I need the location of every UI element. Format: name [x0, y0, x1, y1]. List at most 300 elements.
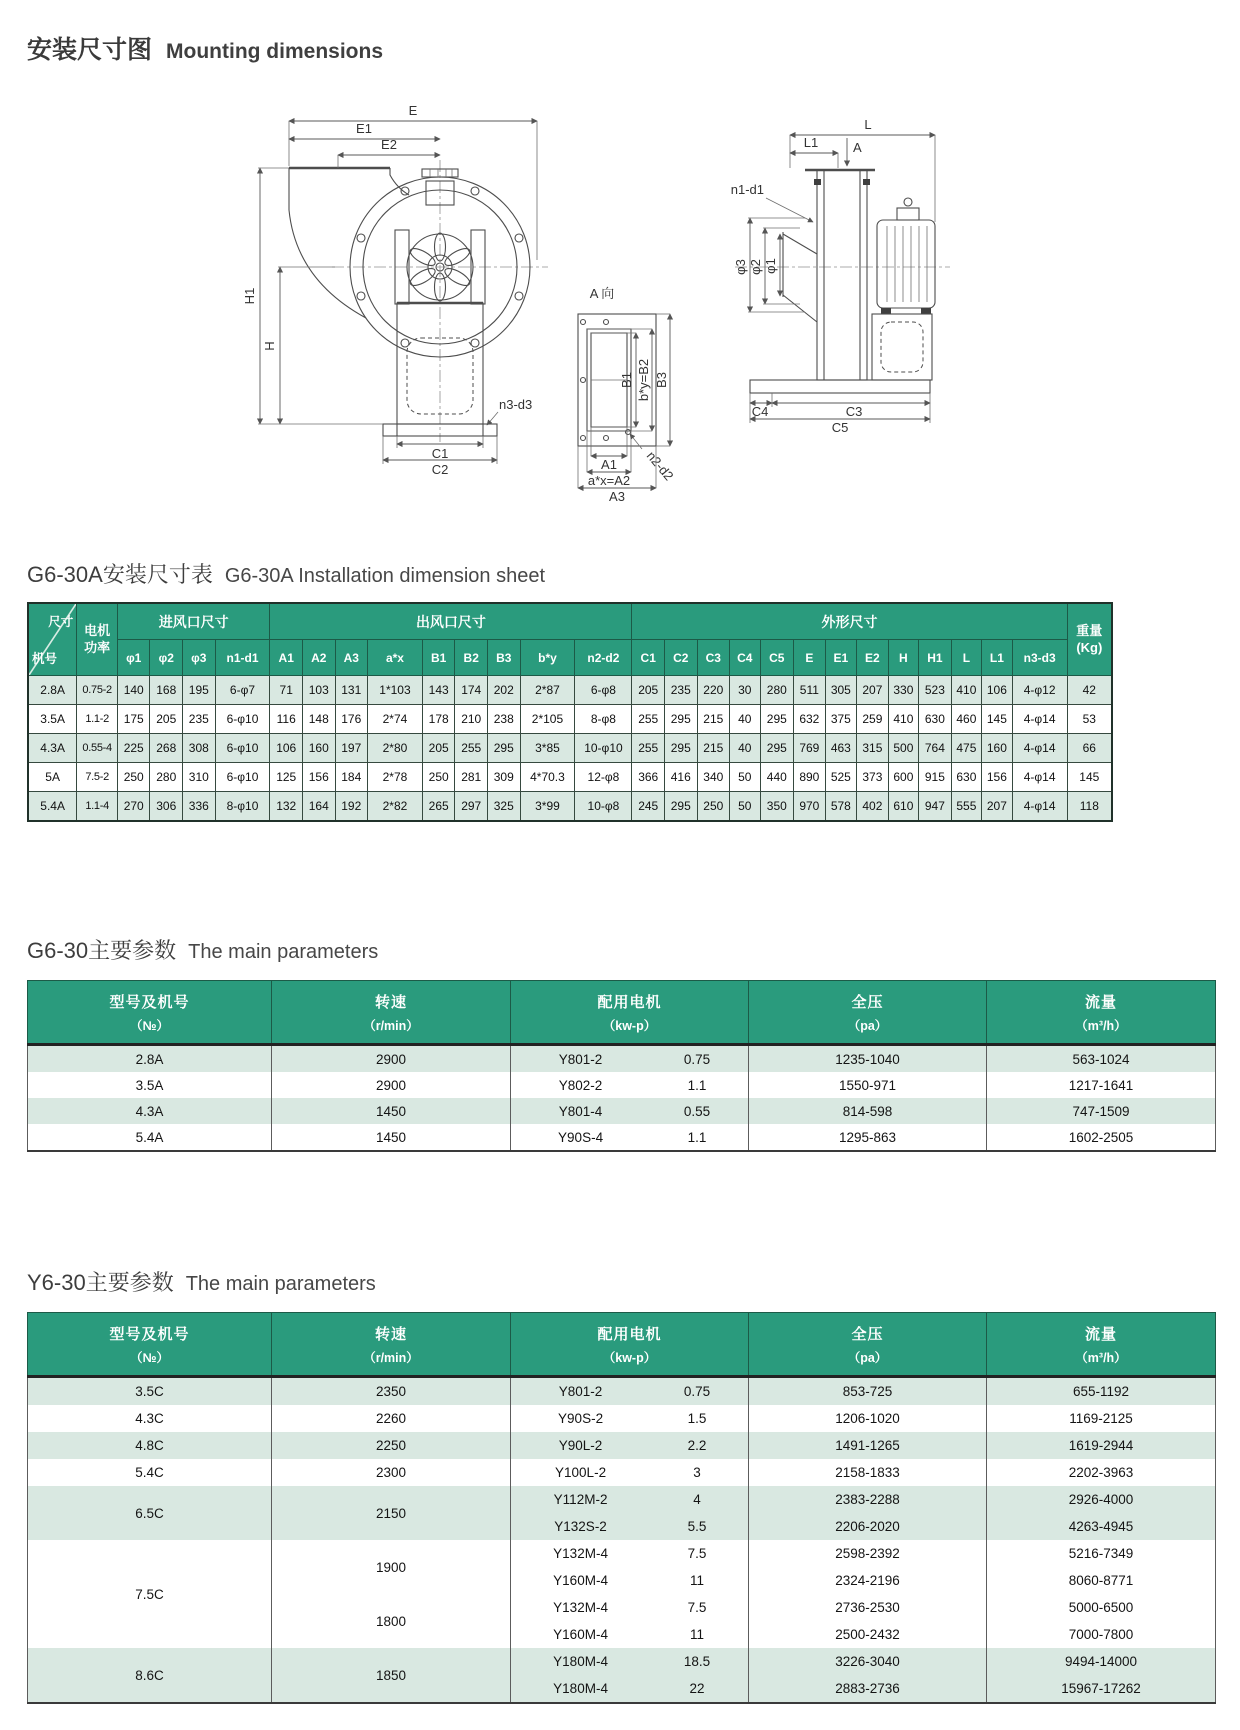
- dim-label-n3-d3: n3-d3: [499, 397, 533, 412]
- model-cell: 8.6C: [28, 1648, 272, 1703]
- dimension-cell: 6-φ10: [215, 734, 270, 763]
- column-header: E1: [825, 640, 857, 676]
- dim-label-E1: E1: [356, 121, 372, 136]
- dimension-cell: 3*99: [520, 792, 575, 822]
- model-cell: 3.5C: [28, 1377, 272, 1406]
- dimension-cell: 4*70.3: [520, 763, 575, 792]
- dimension-cell: 10-φ10: [575, 734, 632, 763]
- dimension-cell: 500: [888, 734, 918, 763]
- column-header: a*x: [368, 640, 423, 676]
- pressure-cell: 1235-1040: [749, 1045, 987, 1073]
- header-motor-unit: （kw-p）: [602, 1350, 657, 1365]
- dimension-cell: 280: [150, 763, 183, 792]
- dimension-cell: 131: [335, 676, 368, 705]
- dimension-cell: 295: [487, 734, 520, 763]
- dim-label-phi3: φ3: [733, 259, 748, 275]
- dimension-cell: 103: [302, 676, 335, 705]
- dimension-cell: 175: [117, 705, 150, 734]
- column-header: A3: [335, 640, 368, 676]
- param-table-header: [28, 981, 1216, 1045]
- pressure-cell: 2736-2530: [749, 1594, 987, 1621]
- motor-cell: [511, 1621, 749, 1648]
- motor-power: 0.55: [683, 1103, 711, 1119]
- dimension-cell: 340: [697, 763, 730, 792]
- column-header: C4: [730, 640, 760, 676]
- motor-power: 3: [693, 1465, 701, 1480]
- page-title-en: Mounting dimensions: [166, 40, 383, 63]
- dimension-cell: 148: [302, 705, 335, 734]
- dimension-cell: 202: [487, 676, 520, 705]
- dim-label-C1: C1: [431, 446, 449, 461]
- motor-model: Y802-2: [558, 1077, 603, 1093]
- dimension-cell: 373: [857, 763, 889, 792]
- pressure-cell: 2206-2020: [749, 1513, 987, 1540]
- dimension-cell: 40: [730, 734, 760, 763]
- dim-label-A1: A1: [601, 457, 617, 472]
- dimension-cell: 3*85: [520, 734, 575, 763]
- flow-cell: 4263-4945: [987, 1513, 1216, 1540]
- motor-cell: [511, 1072, 749, 1098]
- dimension-cell: 295: [760, 705, 794, 734]
- header-speed-zh: 转速: [374, 1325, 407, 1343]
- header-model: [28, 1313, 272, 1377]
- dimension-cell: 281: [455, 763, 488, 792]
- front-view-drawing: [242, 103, 548, 477]
- model-cell: 6.5C: [28, 1486, 272, 1540]
- dimension-cell: 764: [919, 734, 952, 763]
- dimension-cell: 4-φ14: [1012, 763, 1067, 792]
- dimension-cell: 366: [632, 763, 665, 792]
- dimension-cell: 4-φ12: [1012, 676, 1067, 705]
- model-cell: 3.5A: [28, 1072, 272, 1098]
- header-flow-zh: 流量: [1084, 1325, 1117, 1343]
- speed-cell: 2350: [272, 1377, 511, 1406]
- dimension-cell: 295: [664, 705, 697, 734]
- dimension-cell: 156: [982, 763, 1012, 792]
- motor-cell: [511, 1459, 749, 1486]
- dimension-cell: 50: [730, 792, 760, 822]
- dimension-cell: 132: [270, 792, 303, 822]
- dimension-cell: 2*82: [368, 792, 423, 822]
- dimension-cell: 235: [183, 705, 216, 734]
- column-header: n3-d3: [1012, 640, 1067, 676]
- header-speed: [272, 981, 511, 1045]
- header-model-unit: （№）: [130, 1018, 169, 1033]
- dimension-cell: 4-φ14: [1012, 792, 1067, 822]
- dim-label-n1-d1: n1-d1: [730, 182, 764, 197]
- model-cell: 2.8A: [28, 1045, 272, 1073]
- pressure-cell: 2598-2392: [749, 1540, 987, 1567]
- y630-parameters-table: [27, 1312, 1216, 1704]
- motor-cell: [511, 1486, 749, 1513]
- motor-model: Y801-2: [558, 1384, 603, 1399]
- dimension-cell: 336: [183, 792, 216, 822]
- header-flow-unit: （m³/h）: [1075, 1018, 1127, 1033]
- flow-cell: 7000-7800: [987, 1621, 1216, 1648]
- weight-header: [1067, 603, 1112, 676]
- motor-model: Y180M-4: [553, 1654, 608, 1669]
- column-header: n2-d2: [575, 640, 632, 676]
- g630-parameters-table: [27, 980, 1216, 1152]
- dimension-cell: 8-φ10: [215, 792, 270, 822]
- flow-cell: 1619-2944: [987, 1432, 1216, 1459]
- dimension-cell: 1*103: [368, 676, 423, 705]
- dimension-cell: 145: [982, 705, 1012, 734]
- speed-cell: 2900: [272, 1072, 511, 1098]
- dimension-cell: 192: [335, 792, 368, 822]
- dimension-cell: 205: [150, 705, 183, 734]
- motor-cell: [511, 1540, 749, 1567]
- header-model-zh: 型号及机号: [109, 1325, 190, 1343]
- inlet-group-header: 进风口尺寸: [117, 603, 269, 640]
- dimension-cell: 8-φ8: [575, 705, 632, 734]
- speed-cell: 2250: [272, 1432, 511, 1459]
- column-header: L1: [982, 640, 1012, 676]
- speed-cell: 1900: [272, 1540, 511, 1594]
- header-motor-zh: 配用电机: [597, 1325, 662, 1343]
- header-pressure-zh: 全压: [851, 993, 884, 1011]
- dim-label-C5: C5: [831, 420, 849, 435]
- view-a-title: A 向: [589, 286, 615, 301]
- column-header: n1-d1: [215, 640, 270, 676]
- dimension-cell: 160: [302, 734, 335, 763]
- dimension-cell: 295: [664, 734, 697, 763]
- motor-cell: [511, 1045, 749, 1073]
- speed-cell: 1850: [272, 1648, 511, 1703]
- column-header: B1: [422, 640, 455, 676]
- flow-cell: 5000-6500: [987, 1594, 1216, 1621]
- pressure-cell: 1295-863: [749, 1124, 987, 1151]
- motor-power: 11: [690, 1573, 705, 1588]
- dimension-cell: 475: [951, 734, 981, 763]
- model-cell: 5.4A: [28, 1124, 272, 1151]
- dimension-cell: 140: [117, 676, 150, 705]
- flow-cell: 9494-14000: [987, 1648, 1216, 1675]
- page-title: [27, 30, 383, 66]
- dimension-cell: 259: [857, 705, 889, 734]
- motor-power: 1.1: [687, 1129, 707, 1145]
- corner-header: [28, 603, 77, 676]
- dimension-cell: 10-φ8: [575, 792, 632, 822]
- dimension-cell: 0.75-2: [77, 676, 118, 705]
- flow-cell: 8060-8771: [987, 1567, 1216, 1594]
- column-header: B3: [487, 640, 520, 676]
- header-speed-unit: （r/min）: [363, 1018, 419, 1033]
- dim-label-C2: C2: [431, 462, 449, 477]
- dimension-cell: 309: [487, 763, 520, 792]
- dim-label-B3: B3: [654, 372, 669, 388]
- header-flow: [987, 981, 1216, 1045]
- motor-power: 4: [693, 1492, 701, 1507]
- dimension-cell: 255: [632, 734, 665, 763]
- model-cell: 4.3A: [28, 1098, 272, 1124]
- dimension-cell: 207: [982, 792, 1012, 822]
- dimension-cell: 511: [794, 676, 826, 705]
- dimension-cell: 523: [919, 676, 952, 705]
- dimension-cell: 235: [664, 676, 697, 705]
- model-cell: 5.4A: [28, 792, 77, 822]
- dimension-cell: 71: [270, 676, 303, 705]
- dim-label-phi1: φ1: [763, 258, 778, 274]
- model-cell: 5.4C: [28, 1459, 272, 1486]
- header-speed-zh: 转速: [374, 993, 407, 1011]
- flow-cell: 15967-17262: [987, 1675, 1216, 1703]
- dimension-cell: 53: [1067, 705, 1112, 734]
- header-pressure-zh: 全压: [851, 1325, 884, 1343]
- dimension-cell: 295: [760, 734, 794, 763]
- dimension-cell: 2*78: [368, 763, 423, 792]
- installation-dimension-table: [27, 602, 1113, 822]
- dimension-cell: 2*105: [520, 705, 575, 734]
- param-row: [28, 1098, 1216, 1124]
- param-row: [28, 1045, 1216, 1073]
- pressure-cell: 2500-2432: [749, 1621, 987, 1648]
- dimension-cell: 7.5-2: [77, 763, 118, 792]
- speed-cell: 2300: [272, 1459, 511, 1486]
- motor-power: 2.2: [687, 1438, 707, 1453]
- dimension-cell: 402: [857, 792, 889, 822]
- dimension-cell: 416: [664, 763, 697, 792]
- pressure-cell: 3226-3040: [749, 1648, 987, 1675]
- dimension-cell: 6-φ10: [215, 763, 270, 792]
- speed-cell: 1450: [272, 1124, 511, 1151]
- header-pressure-unit: （pa）: [847, 1350, 888, 1365]
- param-row: [28, 1405, 1216, 1432]
- header-model-zh: 型号及机号: [109, 993, 190, 1011]
- motor-cell: [511, 1513, 749, 1540]
- dimension-cell: 116: [270, 705, 303, 734]
- dimension-cell: 305: [825, 676, 857, 705]
- dim-label-H: H: [262, 341, 277, 351]
- dimension-cell: 970: [794, 792, 826, 822]
- dimension-cell: 143: [422, 676, 455, 705]
- weight-line2: (Kg): [1076, 639, 1103, 655]
- outlet-group-header: 出风口尺寸: [270, 603, 632, 640]
- dimension-cell: 310: [183, 763, 216, 792]
- dimension-cell: 410: [888, 705, 918, 734]
- dimension-cell: 769: [794, 734, 826, 763]
- dimension-cell: 525: [825, 763, 857, 792]
- dimension-cell: 205: [422, 734, 455, 763]
- dimension-cell: 2*74: [368, 705, 423, 734]
- motor-power: 18.5: [683, 1654, 711, 1669]
- dimension-cell: 250: [422, 763, 455, 792]
- motor-model: Y180M-4: [553, 1681, 608, 1696]
- pressure-cell: 2883-2736: [749, 1675, 987, 1703]
- column-header: C3: [697, 640, 730, 676]
- motor-cell: [511, 1124, 749, 1151]
- motor-power: 5.5: [687, 1519, 707, 1534]
- dimension-cell: 270: [117, 792, 150, 822]
- dimension-cell: 308: [183, 734, 216, 763]
- param-row: [28, 1540, 1216, 1567]
- column-header: b*y: [520, 640, 575, 676]
- motor-power: 11: [690, 1627, 705, 1642]
- dimension-cell: 268: [150, 734, 183, 763]
- model-cell: 4.8C: [28, 1432, 272, 1459]
- pressure-cell: 1206-1020: [749, 1405, 987, 1432]
- dimension-cell: 205: [632, 676, 665, 705]
- table-row: [28, 676, 1112, 705]
- dimension-cell: 255: [632, 705, 665, 734]
- column-header: H: [888, 640, 918, 676]
- dimension-cell: 440: [760, 763, 794, 792]
- dim-label-L: L: [864, 117, 872, 132]
- dimension-cell: 555: [951, 792, 981, 822]
- header-motor: [511, 1313, 749, 1377]
- flow-cell: 655-1192: [987, 1377, 1216, 1406]
- dimension-cell: 578: [825, 792, 857, 822]
- dimension-cell: 350: [760, 792, 794, 822]
- pressure-cell: 2383-2288: [749, 1486, 987, 1513]
- motor-cell: [511, 1594, 749, 1621]
- header-speed-unit: （r/min）: [363, 1350, 419, 1365]
- header-pressure-unit: （pa）: [847, 1018, 888, 1033]
- param-row: [28, 1124, 1216, 1151]
- dimension-cell: 460: [951, 705, 981, 734]
- table-row: [28, 792, 1112, 822]
- dimension-cell: 4-φ14: [1012, 705, 1067, 734]
- dimension-cell: 197: [335, 734, 368, 763]
- dimension-cell: 890: [794, 763, 826, 792]
- column-header: B2: [455, 640, 488, 676]
- dimension-cell: 176: [335, 705, 368, 734]
- motor-cell: [511, 1432, 749, 1459]
- dimension-cell: 106: [270, 734, 303, 763]
- dimension-cell: 42: [1067, 676, 1112, 705]
- dimension-cell: 632: [794, 705, 826, 734]
- dimension-cell: 168: [150, 676, 183, 705]
- dimension-cell: 215: [697, 705, 730, 734]
- header-flow-unit: （m³/h）: [1075, 1350, 1127, 1365]
- section2-title-en: The main parameters: [188, 941, 379, 963]
- motor-model: Y132M-4: [553, 1546, 608, 1561]
- dim-label-phi2: φ2: [748, 259, 763, 275]
- model-cell: 7.5C: [28, 1540, 272, 1648]
- header-pressure: [749, 981, 987, 1045]
- pressure-cell: 814-598: [749, 1098, 987, 1124]
- dimension-cell: 125: [270, 763, 303, 792]
- model-cell: 2.8A: [28, 676, 77, 705]
- motor-power-line1: 电机: [84, 623, 111, 639]
- pressure-cell: 2324-2196: [749, 1567, 987, 1594]
- motor-model: Y132M-4: [553, 1600, 608, 1615]
- header-motor-unit: （kw-p）: [602, 1018, 657, 1033]
- header-speed: [272, 1313, 511, 1377]
- motor-model: Y90S-4: [558, 1129, 604, 1145]
- dimension-cell: 164: [302, 792, 335, 822]
- column-header: C2: [664, 640, 697, 676]
- dim-label-A: A: [853, 140, 862, 155]
- outlet-view-drawing: [578, 286, 677, 504]
- motor-power: 1.1: [687, 1077, 707, 1093]
- pressure-cell: 2158-1833: [749, 1459, 987, 1486]
- motor-cell: [511, 1675, 749, 1703]
- motor-power-line2: 功率: [84, 639, 111, 655]
- dim-label-C4: C4: [751, 404, 769, 419]
- section1-title-zh: G6-30A安装尺寸表: [27, 562, 213, 587]
- motor-model: Y90S-2: [558, 1411, 604, 1426]
- weight-line1: 重量: [1076, 623, 1103, 639]
- dimension-cell: 297: [455, 792, 488, 822]
- dimension-cell: 265: [422, 792, 455, 822]
- section2-title-zh: G6-30主要参数: [27, 938, 177, 963]
- motor-model: Y160M-4: [553, 1627, 608, 1642]
- speed-cell: 1800: [272, 1594, 511, 1648]
- corner-label-model: 机号: [32, 652, 58, 666]
- dimension-cell: 610: [888, 792, 918, 822]
- header-motor: [511, 981, 749, 1045]
- speed-cell: 1450: [272, 1098, 511, 1124]
- motor-model: Y132S-2: [554, 1519, 607, 1534]
- dimension-cell: 50: [730, 763, 760, 792]
- param-row: [28, 1377, 1216, 1406]
- dim-label-B1: B1: [619, 372, 634, 388]
- motor-model: Y100L-2: [555, 1465, 607, 1480]
- dimension-cell: 630: [919, 705, 952, 734]
- flow-cell: 5216-7349: [987, 1540, 1216, 1567]
- dimension-cell: 463: [825, 734, 857, 763]
- dim-label-n2-d2: n2-d2: [643, 448, 677, 484]
- dimension-cell: 40: [730, 705, 760, 734]
- dim-label-C3: C3: [845, 404, 863, 419]
- pressure-cell: 1550-971: [749, 1072, 987, 1098]
- header-model-unit: （№）: [130, 1350, 169, 1365]
- section-title-installation: [27, 558, 545, 589]
- dimension-cell: 220: [697, 676, 730, 705]
- model-cell: 4.3C: [28, 1405, 272, 1432]
- header-model: [28, 981, 272, 1045]
- dimension-cell: 250: [117, 763, 150, 792]
- dimension-cell: 1.1-2: [77, 705, 118, 734]
- motor-cell: [511, 1377, 749, 1406]
- dimension-cell: 4-φ14: [1012, 734, 1067, 763]
- column-header: L: [951, 640, 981, 676]
- dimension-cell: 255: [455, 734, 488, 763]
- dim-label-A3: A3: [609, 489, 625, 504]
- param-row: [28, 1459, 1216, 1486]
- header-flow-zh: 流量: [1084, 993, 1117, 1011]
- dimension-cell: 6-φ7: [215, 676, 270, 705]
- model-cell: 3.5A: [28, 705, 77, 734]
- motor-model: Y801-4: [558, 1103, 603, 1119]
- section-title-y630-params: [27, 1266, 376, 1297]
- dimension-cell: 306: [150, 792, 183, 822]
- param-row: [28, 1072, 1216, 1098]
- dimension-cell: 178: [422, 705, 455, 734]
- speed-cell: 2900: [272, 1045, 511, 1073]
- model-cell: 4.3A: [28, 734, 77, 763]
- dimension-cell: 210: [455, 705, 488, 734]
- dim-label-L1: L1: [803, 135, 819, 150]
- motor-power: 1.5: [687, 1411, 707, 1426]
- dim-label-E: E: [408, 103, 418, 118]
- param-row: [28, 1648, 1216, 1675]
- speed-cell: 2260: [272, 1405, 511, 1432]
- header-flow: [987, 1313, 1216, 1377]
- flow-cell: 2202-3963: [987, 1459, 1216, 1486]
- column-header: E: [794, 640, 826, 676]
- header-motor-zh: 配用电机: [597, 993, 662, 1011]
- dimension-cell: 145: [1067, 763, 1112, 792]
- dimension-cell: 118: [1067, 792, 1112, 822]
- column-header: φ2: [150, 640, 183, 676]
- motor-model: Y160M-4: [553, 1573, 608, 1588]
- dimension-cell: 225: [117, 734, 150, 763]
- motor-power: 0.75: [683, 1051, 711, 1067]
- dim-label-H1: H1: [242, 287, 257, 305]
- speed-cell: 2150: [272, 1486, 511, 1540]
